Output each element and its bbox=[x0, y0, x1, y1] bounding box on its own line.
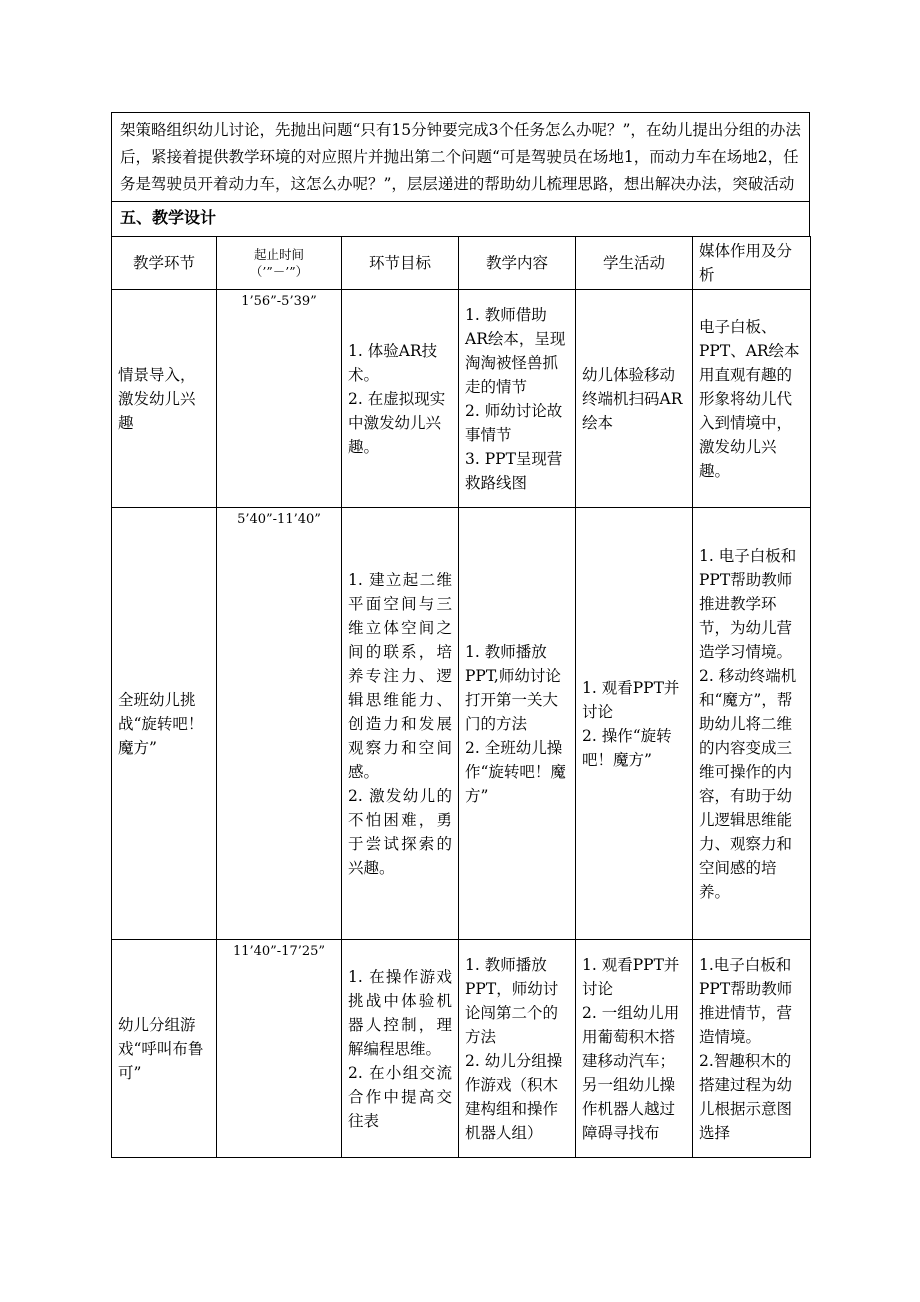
row3-goal: 1. 在操作游戏挑战中体验机器人控制，理解编程思维。 2. 在小组交流合作中提高交往表 bbox=[342, 940, 459, 1158]
row3-stage: 幼儿分组游戏“呼叫布鲁可” bbox=[112, 940, 217, 1158]
table-header-row bbox=[112, 237, 811, 290]
row3-content: 1. 教师播放PPT，师幼讨论闯第二个的方法 2. 幼儿分组操作游戏（积木建构组和操作机器人组） bbox=[459, 940, 576, 1158]
row2-stage: 全班幼儿挑战“旋转吧！魔方” bbox=[112, 508, 217, 940]
row1-stage: 情景导入，激发幼儿兴趣 bbox=[112, 290, 217, 508]
row2-content: 1. 教师播放PPT,师幼讨论打开第一关大门的方法 2. 全班幼儿操作“旋转吧！魔方” bbox=[459, 508, 576, 940]
row3-activity: 1. 观看PPT并讨论 2. 一组幼儿用用葡萄积木搭建移动汽车；另一组幼儿操作机器人越过障碍寻找布 bbox=[576, 940, 693, 1158]
header-content: 教学内容 bbox=[459, 237, 576, 290]
teaching-design-table bbox=[111, 236, 811, 1158]
table-row bbox=[112, 508, 811, 940]
row2-goal: 1. 建立起二维平面空间与三维立体空间之间的联系，培养专注力、逻辑思维能力、创造力和发展观察力和空间感。 2. 激发幼儿的不怕困难，勇于尝试探索的兴趣。 bbox=[342, 508, 459, 940]
header-time bbox=[217, 237, 342, 290]
row3-media: 1.电子白板和PPT帮助教师推进情节，营造情境。 2.智趣积木的搭建过程为幼儿根据示意图选择 bbox=[693, 940, 811, 1158]
header-media: 媒体作用及分析 bbox=[693, 237, 811, 290]
row2-media: 1. 电子白板和PPT帮助教师推进教学环节，为幼儿营造学习情境。 2. 移动终端机和“魔方”，帮助幼儿将二维的内容变成三维可操作的内容，有助于幼儿逻辑思维能力、观察力和空间感的培养。 bbox=[693, 508, 811, 940]
header-stage: 教学环节 bbox=[112, 237, 217, 290]
row2-time: 5’40”-11’40” bbox=[217, 508, 342, 940]
row1-goal: 1. 体验AR技术。 2. 在虚拟现实中激发幼儿兴趣。 bbox=[342, 290, 459, 508]
section-title: 五、教学设计 bbox=[111, 201, 810, 236]
intro-text: 架策略组织幼儿讨论，先抛出问题“只有15分钟要完成3个任务怎么办呢？”，在幼儿提出分组的办法后，紧接着提供教学环境的对应照片并抛出第二个问题“可是驾驶员在场地1，而动力车在场地2，任务是驾驶员开着动力车，这怎么办呢？”，层层递进的帮助幼儿梳理思路，想出解决办法，突破活动 bbox=[120, 121, 801, 193]
row3-time: 11’40”-17’25” bbox=[217, 940, 342, 1158]
row1-activity: 幼儿体验移动终端机扫码AR绘本 bbox=[576, 290, 693, 508]
header-time-line1: 起止时间 bbox=[253, 247, 304, 262]
row1-content: 1. 教师借助AR绘本，呈现淘淘被怪兽抓走的情节 2. 师幼讨论故事情节 3. PPT呈现营救路线图 bbox=[459, 290, 576, 508]
header-time-line2: （’”－’”） bbox=[249, 264, 309, 279]
row2-activity: 1. 观看PPT并讨论 2. 操作“旋转吧！魔方” bbox=[576, 508, 693, 940]
intro-paragraph bbox=[111, 112, 810, 201]
document-page bbox=[111, 112, 810, 1158]
row1-media: 电子白板、PPT、AR绘本用直观有趣的形象将幼儿代入到情境中，激发幼儿兴趣。 bbox=[693, 290, 811, 508]
header-activity: 学生活动 bbox=[576, 237, 693, 290]
table-row bbox=[112, 940, 811, 1158]
table-row bbox=[112, 290, 811, 508]
row1-time: 1’56”-5’39” bbox=[217, 290, 342, 508]
header-goal: 环节目标 bbox=[342, 237, 459, 290]
